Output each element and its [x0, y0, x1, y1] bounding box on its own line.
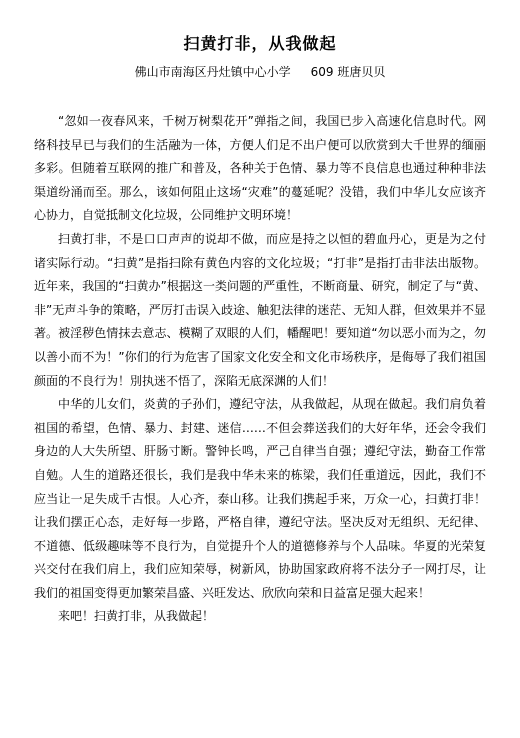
essay-paragraph-3: 中华的儿女们，炎黄的子孙们，遵纪守法，从我做起，从现在做起。我们肩负着祖国的希望，色情、暴力、封建、迷信……不但会葬送我们的大好年华，还会令我们身边的人大失所望、肝肠寸断。警钟长鸣，严己自律当自强；遵纪守法，勤奋工作常自勉。人生的道路还很长，我们是我中华未来的栋梁，我们任重道远，因此，我们不应当让一足失成千古恨。人心齐，泰山移。让我们携起手来，万众一心，扫黄打非！让我们摆正心态，走好每一步路，严格自律，遵纪守法。坚决反对无组织、无纪律、不道德、低级趣味等不良行为，自觉提升个人的道德修养与个人品味。华夏的光荣复兴交付在我们肩上，我们应知荣辱，树新风，协助国家政府将不法分子一网打尽，让我们的祖国变得更加繁荣昌盛、兴旺发达、欣欣向荣和日益富足强大起来！: [34, 397, 486, 600]
author-class-name: 609 班唐贝贝: [310, 65, 386, 79]
essay-paragraph-2: 扫黄打非，不是口口声声的说却不做，而应是持之以恒的碧血丹心，更是为之付诸实际行动。“扫黄”是指扫除有黄色内容的文化垃圾；“打非”是指打击非法出版物。近年来，我国的“扫黄办”根据这一类问题的严重性，不断商量、研究，制定了与“黄、非”无声斗争的策略，严厉打击误入歧途、触犯法律的迷茫、无知人群，但效果并不显著。被淫秽色情抹去意志、模糊了双眼的人们，幡醒吧！要知道“勿以恶小而为之，勿以善小而不为！”你们的行为危害了国家文化安全和文化市场秩序，是侮辱了我们祖国颜面的不良行为！別执迷不悟了，深陷无底深渊的人们！: [34, 231, 486, 388]
essay-paragraph-1: “忽如一夜春风来，千树万树梨花开”弹指之间，我国已步入高速化信息时代。网络科技早已与我们的生活融为一体，方便人们足不出户便可以欣赏到大千世界的缅丽多彩。但随着互联网的推广和普及，各种关于色情、暴力等不良信息也通过种种非法渠道纷涌而至。那么，该如何阻止这场“灾难”的蔓延呢？没错，我们中华儿女应该齐心协力，自觉抵制文化垃圾，公同维护文明环境！: [34, 114, 486, 223]
author-school: 佛山市南海区丹灶镇中心小学: [134, 65, 291, 79]
essay-paragraph-4: 来吧！扫黄打非，从我做起！: [58, 609, 215, 624]
essay-body: [34, 110, 486, 629]
author-byline: [34, 62, 486, 82]
document-title: 扫黄打非，从我做起: [183, 34, 337, 53]
